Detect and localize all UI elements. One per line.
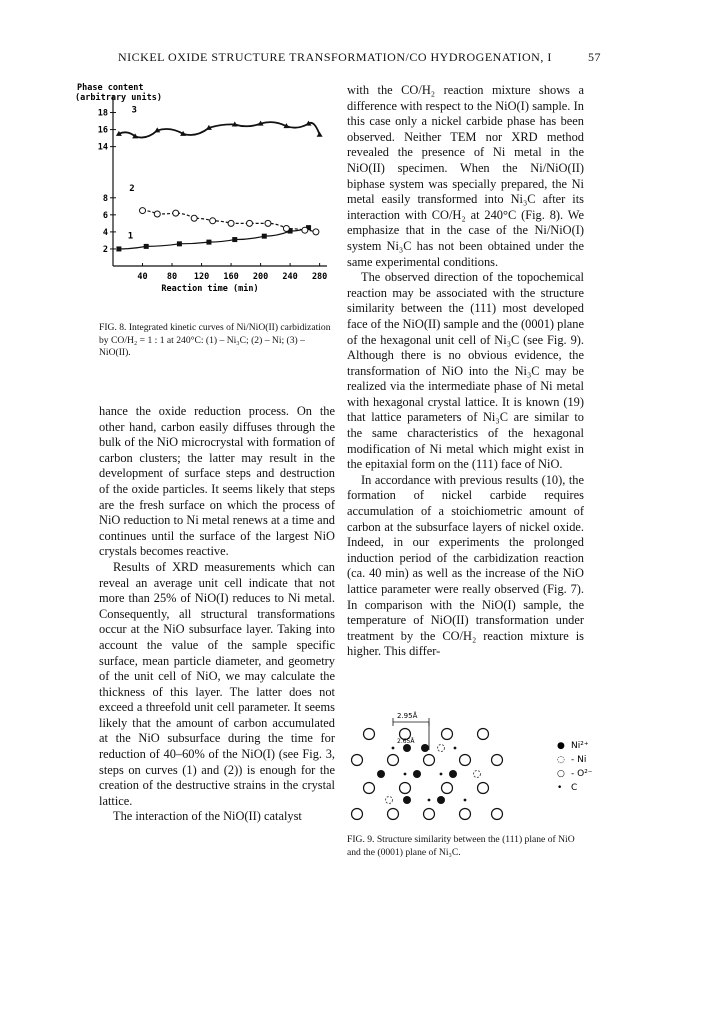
curve-label-3: 3	[131, 105, 137, 116]
x-tick-label: 120	[193, 272, 210, 282]
oxygen-atom	[388, 755, 399, 766]
oxygen-atom	[352, 755, 363, 766]
oxygen-atom	[364, 783, 375, 794]
fig9-diagram	[345, 710, 595, 832]
series-3	[116, 121, 323, 139]
series-1	[116, 225, 311, 251]
y-tick-label: 8	[102, 193, 108, 204]
oxygen-atom	[478, 783, 489, 794]
oxygen-atom	[400, 783, 411, 794]
legend-symbol-ni: ◌	[557, 755, 565, 765]
right-column	[347, 83, 584, 660]
oxygen-atom	[478, 729, 489, 740]
x-tick-label: 200	[252, 272, 269, 282]
x-tick-label: 280	[311, 272, 328, 282]
oxygen-atom	[388, 809, 399, 820]
curve-label-1: 1	[127, 231, 134, 242]
data-point-triangle	[317, 132, 323, 137]
page-number: 57	[588, 50, 601, 64]
fig9-legend	[557, 741, 593, 793]
nickel-metal-atoms	[386, 745, 481, 804]
lattice-atoms	[352, 729, 503, 820]
y-axis-label: Phase content	[77, 83, 144, 93]
data-point-circle	[210, 218, 216, 224]
data-point-circle	[313, 229, 319, 235]
y-tick-label: 2	[102, 244, 108, 255]
oxygen-atom	[352, 809, 363, 820]
legend-label-c: C	[571, 783, 578, 793]
dimension-label-inner: 2.65Å	[397, 738, 415, 745]
data-point-square	[177, 241, 182, 246]
nickel-ions	[377, 744, 457, 804]
legend-label-ni2: Ni²⁺	[571, 741, 589, 751]
y-tick-label: 6	[102, 210, 108, 221]
oxygen-atom	[364, 729, 375, 740]
left-column	[99, 404, 335, 825]
data-point-circle	[154, 211, 160, 217]
dimension-label-top: 2.95Å	[397, 712, 418, 720]
data-point-circle	[265, 220, 271, 226]
data-point-circle	[283, 225, 289, 231]
right-paragraph-2: The observed direction of the topochemical reaction may be associated with the structure similarity between the (111) most developed face of the NiO(II) sample and the (0001) plane of the hexagonal unit cell of Ni₃C (see Fig. 9). Although there is no obvious evidence, the transformation of NiO into the Ni₃C may be realized via the intermediate phase of Ni metal with hexagonal crystal lattice. It is known (19) that lattice parameters of Ni₃C are similar to the same characteristics of the hexagonal modification of Ni metal which might exist in the epitaxial form on the (111) face of NiO.	[347, 270, 584, 472]
x-tick-label: 160	[223, 272, 239, 282]
legend-symbol-ni2: ●	[557, 741, 565, 751]
y-tick-label: 16	[97, 125, 108, 136]
y-axis-label-unit: (arbitrary units)	[75, 93, 162, 103]
right-paragraph-3: In accordance with previous results (10), the formation of nickel carbide requires accumulation of a stoichiometric amount of carbon at the subsurface layers of nickel oxide. Indeed, in our experiments the prolonged induction period of the carbidization reaction (ca. 40 min) as well as the increase of the NiO lattice parameter were really observed (Fig. 7). In comparison with the NiO(I) sample, the temperature of NiO(II) transformation under treatment by the CO/H₂ reaction mixture is higher. This differ-	[347, 472, 584, 659]
data-point-circle	[302, 227, 308, 233]
curve-label-2: 2	[129, 183, 135, 194]
x-tick-label: 40	[137, 272, 148, 282]
oxygen-atom	[442, 783, 453, 794]
oxygen-atom	[492, 755, 503, 766]
data-point-square	[116, 246, 121, 251]
y-tick-label: 14	[97, 142, 108, 153]
data-point-square	[206, 240, 211, 245]
fig8-chart	[75, 82, 337, 318]
data-point-circle	[173, 210, 179, 216]
fig8-caption: FIG. 8. Integrated kinetic curves of Ni/NiO(II) carbidization by CO/H₂ = 1 : 1 at 240°C: (1) – Ni₃C; (2) – Ni; (3) – NiO(II).	[99, 322, 331, 358]
left-paragraph-3: The interaction of the NiO(II) catalyst	[113, 809, 302, 824]
series-line-3	[119, 122, 320, 137]
data-point-circle	[247, 220, 253, 226]
running-title: NICKEL OXIDE STRUCTURE TRANSFORMATION/CO HYDROGENATION, I	[118, 50, 552, 64]
oxygen-atom	[424, 755, 435, 766]
data-point-circle	[228, 220, 234, 226]
legend-symbol-o: ○	[557, 769, 565, 779]
y-tick-label: 18	[97, 108, 108, 119]
x-axis-label: Reaction time (min)	[161, 284, 259, 294]
right-paragraph-1: with the CO/H₂ reaction mixture shows a difference with respect to the NiO(I) sample. In this case only a nickel carbide phase has been observed. Neither TEM nor XRD method revealed the presence of Ni metal in the NiO(II) specimen. When the Ni/NiO(II) biphase system was specially prepared, the Ni metal easily transformed into Ni₃C after its interaction with CO/H₂ at 240°C (Fig. 8). We emphasize that in the case of the Ni/NiO(I) system Ni₃C has not been obtained under the same experimental conditions.	[347, 83, 584, 269]
left-paragraph-2: Results of XRD measurements which can reveal an average unit cell indicate that not more than 25% of NiO(I) reduces to Ni metal. Consequently, all structural transformations occur at the NiO subsurface layer. Taking into account the value of the sample specific surface, mean particle diameter, and geometry of the unit cell of NiO, we may calculate the thickness of this layer. The latter does not exceed a threefold unit cell parameter. It seems likely that the amount of carbon accumulated at the NiO subsurface during the time for reduction of 40–60% of the NiO(I) (see Fig. 3, steps on curves (1) and (2)) is enough for the creation of the destructive strains in the crystal lattice.	[99, 559, 335, 808]
oxygen-atom	[424, 809, 435, 820]
legend-symbol-c: •	[557, 783, 563, 793]
data-point-square	[262, 234, 267, 239]
legend-label-o: - O²⁻	[571, 769, 593, 779]
data-point-square	[144, 244, 149, 249]
legend-label-ni: - Ni	[571, 755, 587, 765]
x-tick-label: 240	[282, 272, 298, 282]
left-paragraph-1: hance the oxide reduction process. On the other hand, carbon easily diffuses through the bulk of the NiO microcrystal with formation of carbon clusters; the latter may result in the development of surface steps and destruction of the oxide particles. It seems likely that steps are the fresh surface on which the process of NiO reduction to Ni metal renews at a time and continues until the surface of the largest NiO crystals becomes reactive.	[99, 404, 335, 559]
y-tick-label: 4	[102, 227, 108, 238]
oxygen-atom	[460, 809, 471, 820]
oxygen-atom	[460, 755, 471, 766]
fig9-caption: FIG. 9. Structure similarity between the (111) plane of NiO and the (0001) plane of Ni₃C.	[347, 834, 575, 858]
oxygen-atom	[492, 809, 503, 820]
data-point-circle	[140, 208, 146, 214]
data-point-circle	[191, 215, 197, 221]
oxygen-atom	[442, 729, 453, 740]
data-point-square	[232, 237, 237, 242]
x-tick-label: 80	[166, 272, 178, 282]
